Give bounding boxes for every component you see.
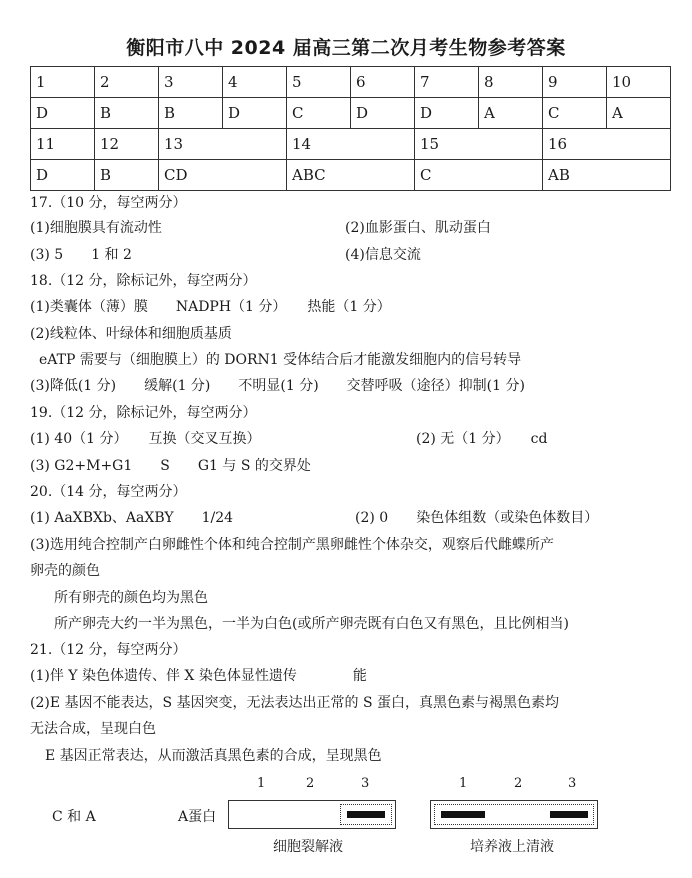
table-cell: C [543, 98, 607, 129]
table-cell: B [159, 98, 223, 129]
table-row [31, 129, 671, 160]
table-cell: ABC [287, 160, 415, 191]
table-cell: 9 [543, 67, 607, 98]
table-cell: 10 [607, 67, 671, 98]
q19-heading: 19.（12 分，除标记外，每空两分） [30, 405, 257, 421]
q18-answer-2b: eATP 需要与（细胞膜上）的 DORN1 受体结合后才能激发细胞内的信号转导 [39, 352, 522, 368]
gel-panel-supernatant [430, 800, 598, 829]
table-cell: CD [159, 160, 287, 191]
table-cell: 6 [351, 67, 415, 98]
q21-answer-2: (2)E 基因不能表达，S 基因突变，无法表达出正常的 S 蛋白，真黑色素与褐黑色素均 [30, 695, 560, 711]
lane-label: 3 [568, 776, 577, 791]
table-cell: A [479, 98, 543, 129]
q21-answer-2c: E 基因正常表达，从而激活真黑色素的合成，呈现黑色 [45, 748, 382, 764]
answer-table [30, 66, 671, 191]
table-cell: AB [543, 160, 671, 191]
table-cell: D [31, 160, 95, 191]
table-cell: 13 [159, 129, 287, 160]
gel-band [441, 811, 485, 818]
table-cell: 4 [223, 67, 287, 98]
q18-answer-2: (2)线粒体、叶绿体和细胞质基质 [30, 326, 232, 342]
table-cell: 3 [159, 67, 223, 98]
lane-label: 3 [361, 776, 370, 791]
table-cell: D [415, 98, 479, 129]
q21-answer-2b: 无法合成，呈现白色 [30, 721, 156, 737]
q20-answer-3: (3)选用纯合控制产白卵雌性个体和纯合控制产黑卵雌性个体杂交，观察后代雌蝶所产 [30, 537, 554, 553]
table-row [31, 67, 671, 98]
table-cell: D [223, 98, 287, 129]
table-cell: 7 [415, 67, 479, 98]
lane-label: 1 [257, 776, 266, 791]
table-cell: C [287, 98, 351, 129]
q20-heading: 20.（14 分，每空两分） [30, 484, 187, 500]
table-cell: A [607, 98, 671, 129]
page-title: 衡阳市八中 2024 届高三第二次月考生物参考答案 [126, 37, 566, 59]
caption-supernatant: 培养液上清液 [470, 839, 554, 855]
gel-band [347, 811, 385, 818]
q17-answer-1: (1)细胞膜具有流动性 [30, 220, 162, 236]
table-row [31, 98, 671, 129]
table-cell: D [351, 98, 415, 129]
q20-answer-3b: 卵壳的颜色 [30, 563, 100, 579]
q19-answer-3: (3) G2+M+G1 S G1 与 S 的交界处 [30, 458, 311, 474]
row-label: A蛋白 [178, 809, 217, 825]
q17-answer-3: (3) 5 1 和 2 [30, 247, 132, 263]
gel-panel-lysate [228, 800, 396, 829]
q18-heading: 18.（12 分，除标记外，每空两分） [30, 273, 257, 289]
table-cell: 14 [287, 129, 415, 160]
table-cell: 12 [95, 129, 159, 160]
q17-answer-2: (2)血影蛋白、肌动蛋白 [345, 220, 491, 236]
q19-answer-1: (1) 40（1 分） 互换（交叉互换） [30, 431, 261, 447]
figure-answer: C 和 A [52, 809, 96, 825]
q17-answer-4: (4)信息交流 [345, 247, 421, 263]
q20-answer-1: (1) AaXBXb、AaXBY 1/24 [30, 510, 234, 526]
q20-answer-3d: 所产卵壳大约一半为黑色，一半为白色(或所产卵壳既有白色又有黑色，且比例相当) [54, 616, 569, 632]
table-cell: 8 [479, 67, 543, 98]
table-cell: B [95, 160, 159, 191]
q18-answer-1: (1)类囊体（薄）膜 NADPH（1 分） 热能（1 分） [30, 299, 391, 315]
table-cell: 16 [543, 129, 671, 160]
lane-label: 2 [306, 776, 315, 791]
table-cell: B [95, 98, 159, 129]
table-cell: 5 [287, 67, 351, 98]
gel-band [550, 811, 588, 818]
table-cell: 15 [415, 129, 543, 160]
table-cell: C [415, 160, 543, 191]
lane-label: 2 [514, 776, 523, 791]
q20-answer-3c: 所有卵壳的颜色均为黑色 [54, 590, 208, 606]
lane-label: 1 [459, 776, 468, 791]
q20-answer-2: (2) 0 染色体组数（或染色体数目） [355, 510, 599, 526]
table-cell: 1 [31, 67, 95, 98]
table-cell: 2 [95, 67, 159, 98]
q17-heading: 17.（10 分，每空两分） [30, 195, 187, 211]
q21-answer-1: (1)伴 Y 染色体遗传、伴 X 染色体显性遗传 能 [30, 668, 367, 684]
q21-heading: 21.（12 分，每空两分） [30, 642, 187, 658]
table-cell: 11 [31, 129, 95, 160]
q18-answer-3: (3)降低(1 分) 缓解(1 分) 不明显(1 分) 交替呼吸（途径）抑制(1 分) [30, 378, 525, 394]
q19-answer-2: (2) 无（1 分） cd [416, 431, 548, 447]
table-row [31, 160, 671, 191]
caption-lysate: 细胞裂解液 [273, 839, 343, 855]
table-cell: D [31, 98, 95, 129]
